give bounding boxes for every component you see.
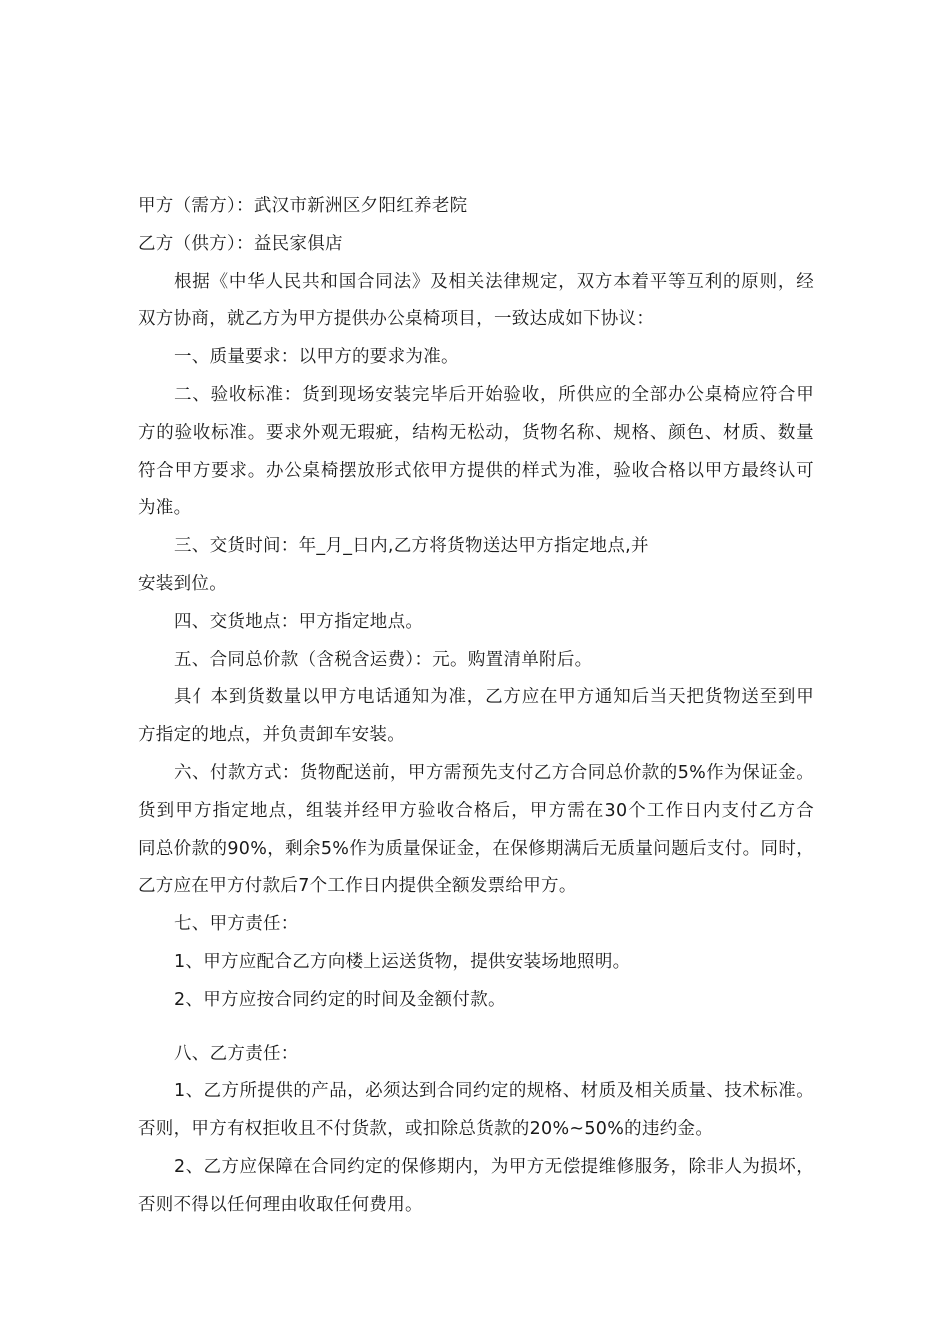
clause-acceptance-line-3: 符合甲方要求。办公桌椅摆放形式依甲方提供的样式为准，验收合格以甲方最终认可: [138, 460, 814, 481]
intro-line-1: 根据《中华人民共和国合同法》及相关法律规定，双方本着平等互利的原则，经: [174, 271, 814, 292]
clause-delivery-time-line-2: 安装到位。: [138, 573, 227, 594]
quantity-note-line-2: 方指定的地点，并负责卸车安装。: [138, 725, 405, 746]
party-b-duty-item-1-line-2: 否则，甲方有权拒收且不付货款，或扣除总货款的20%~50%的违约金。: [138, 1119, 714, 1140]
clause-acceptance-line-4: 为准。: [138, 498, 192, 519]
party-b-duty-item-1-line-1: 1、乙方所提供的产品，必须达到合同约定的规格、材质及相关质量、技术标准。: [174, 1081, 814, 1102]
party-a-line: 甲方（需方）：武汉市新洲区夕阳红养老院: [138, 196, 468, 216]
clause-payment-line-3: 同总价款的90%，剩余5%作为质量保证金，在保修期满后无质量问题后支付。同时，: [138, 838, 814, 859]
clause-payment-line-2: 货到甲方指定地点，组装并经甲方验收合格后，甲方需在30个工作日内支付乙方合: [138, 800, 814, 821]
clause-acceptance-line-1: 二、验收标准：货到现场安装完毕后开始验收，所供应的全部办公桌椅应符合甲: [174, 384, 814, 405]
party-b-line: 乙方（供方）：益民家俱店: [138, 233, 343, 254]
party-b-duty-item-2-line-1: 2、乙方应保障在合同约定的保修期内，为甲方无偿提维修服务，除非人为损坏，: [174, 1156, 814, 1177]
quantity-note-line-1: 具亻本到货数量以甲方电话通知为准，乙方应在甲方通知后当天把货物送至到甲: [174, 687, 814, 708]
clause-delivery-time-line-1: 三、交货时间：年_月_日内,乙方将货物送达甲方指定地点,并: [174, 536, 649, 557]
clause-payment-line-1: 六、付款方式：货物配送前，甲方需预先支付乙方合同总价款的5%作为保证金。: [174, 762, 814, 783]
clause-acceptance-line-2: 方的验收标准。要求外观无瑕疵，结构无松动，货物名称、规格、颜色、材质、数量: [138, 422, 814, 443]
clause-quality: 一、质量要求：以甲方的要求为准。: [174, 347, 459, 368]
intro-line-2: 双方协商，就乙方为甲方提供办公桌椅项目，一致达成如下协议：: [138, 309, 655, 330]
party-b-duty-item-2-line-2: 否则不得以任何理由收取任何费用。: [138, 1194, 423, 1215]
party-b-duties-title: 八、乙方责任：: [174, 1043, 299, 1064]
contract-document: [138, 188, 814, 1225]
clause-delivery-place: 四、交货地点：甲方指定地点。: [174, 611, 424, 632]
party-a-duties-title: 七、甲方责任：: [174, 914, 299, 935]
clause-total-price: 五、合同总价款（含税含运费）：元。购置清单附后。: [174, 649, 593, 670]
party-a-duty-item-2: 2、甲方应按合同约定的时间及金额付款。: [174, 989, 506, 1010]
party-a-duty-item-1: 1、甲方应配合乙方向楼上运送货物，提供安装场地照明。: [174, 951, 631, 972]
clause-payment-line-4: 乙方应在甲方付款后7个工作日内提供全额发票给甲方。: [138, 876, 577, 897]
